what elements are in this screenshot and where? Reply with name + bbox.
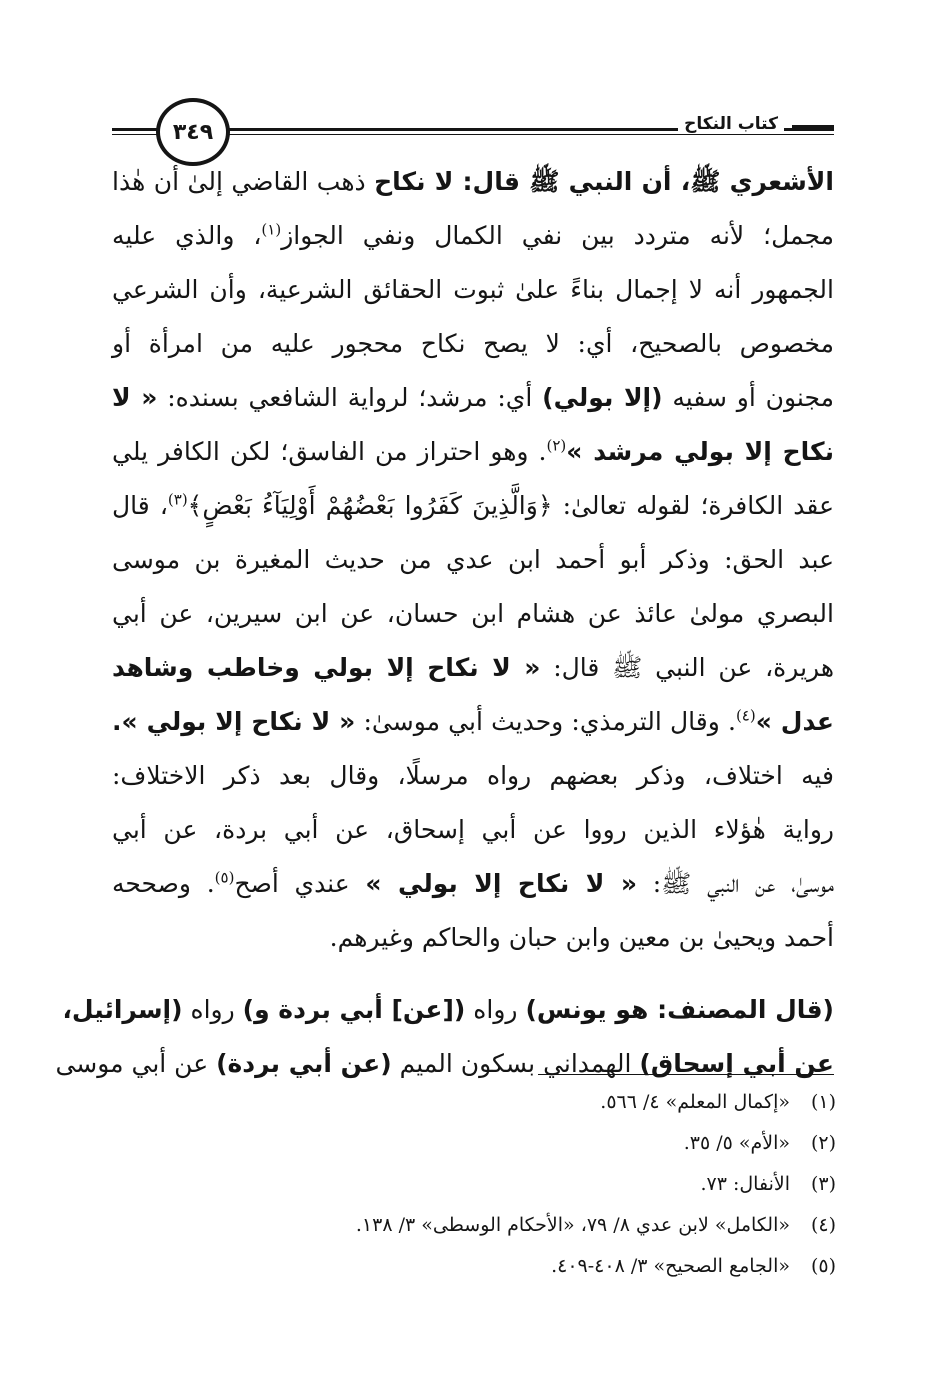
footnote-number: (١): [810, 1091, 836, 1113]
text-segment: عقد الكافرة؛ لقوله تعالىٰ: ﴿وَالَّذِينَ كَفَرُوا بَعْضُهُمْ أَوْلِيَآءُ بَعْضٍ﴾: [187, 491, 834, 520]
footnote-text: «الكامل» لابن عدي ٨/ ٧٩، «الأحكام الوسطى» ٣/ ١٣٨.: [355, 1214, 790, 1236]
text-line: [112, 857, 834, 911]
text-segment: هريرة، عن النبي ﷺ قال:: [540, 653, 835, 682]
page-number: ٣٤٩: [156, 98, 230, 166]
bold-segment: نكاح إلا بولي مرشد »: [566, 437, 834, 466]
footnote-item: [114, 1123, 836, 1164]
bold-segment: عن أبي إسحاق): [639, 1049, 834, 1078]
footnote-number: (٢): [810, 1132, 836, 1154]
footnote-text: «الجامع الصحيح» ٣/ ٤٠٨-٤٠٩.: [551, 1255, 790, 1277]
bold-segment: (إسرائيل،: [62, 995, 183, 1024]
footnote-text: «إكمال المعلم» ٤/ ٥٦٦.: [600, 1091, 790, 1113]
bold-segment: (إلا بولي): [542, 383, 663, 412]
text-segment: عندي أصح: [234, 869, 366, 898]
text-segment: رواه: [465, 995, 526, 1024]
bold-segment: الأشعري ﷺ، أن النبي ﷺ قال: لا نكاح: [374, 167, 834, 196]
text-line: [112, 317, 834, 371]
bold-segment: ([عن] أبي بردة و): [242, 995, 466, 1024]
text-segment: رواه: [182, 995, 243, 1024]
text-segment: مخصوص بالصحيح، أي: لا يصح نكاح محجور عليه من امرأة أو: [112, 329, 834, 358]
text-segment: عن أبي موسى: [55, 1049, 217, 1078]
text-segment: البصري مولىٰ عائذ عن هشام ابن حسان، عن ابن سيرين، عن أبي: [112, 599, 834, 628]
text-segment: ، والذي عليه: [112, 221, 262, 250]
footnote-number: (٤): [810, 1214, 836, 1236]
text-line: [112, 533, 834, 587]
text-line: [112, 209, 834, 263]
main-text: [55, 155, 835, 1091]
footnote-marker: (٤): [735, 706, 756, 725]
footnote-text: «الأم» ٥/ ٣٥.: [683, 1132, 790, 1154]
text-line: [112, 479, 834, 533]
text-segment: فيه اختلاف، وذكر بعضهم رواه مرسلًا، وقال بعد ذكر الاختلاف:: [112, 761, 834, 790]
footnote-marker: (٢): [546, 436, 567, 455]
text-line: [112, 695, 834, 749]
footnote-item: [114, 1246, 836, 1287]
text-line: [112, 263, 834, 317]
text-line: [62, 983, 834, 1037]
bold-segment: « لا: [112, 383, 158, 412]
text-segment: . وهو احتراز من الفاسق؛ لكن الكافر يلي: [112, 437, 547, 466]
chapter-title: كتاب النكاح: [678, 114, 784, 134]
chapter-title-mark: [792, 125, 834, 128]
text-line: [112, 155, 834, 209]
text-segment: . وصححه: [112, 869, 215, 898]
text-line: [112, 803, 834, 857]
text-line: [112, 749, 834, 803]
bold-segment: (عن أبي بردة): [216, 1049, 392, 1078]
footnote-number: (٥): [810, 1255, 836, 1277]
footnote-item: [114, 1082, 836, 1123]
bold-segment: (قال المصنف: هو يونس): [525, 995, 834, 1024]
text-line: [112, 641, 834, 695]
bold-segment: « لا نكاح إلا بولي وخاطب وشاهد: [112, 653, 541, 682]
text-line: [112, 587, 834, 641]
text-segment: مجنون أو سفيه: [662, 383, 835, 412]
footnote-number: (٣): [810, 1173, 836, 1195]
text-segment: عبد الحق: وذكر أبو أحمد ابن عدي من حديث المغيرة بن موسى: [112, 545, 834, 574]
text-segment: ، قال: [112, 491, 168, 520]
text-segment: أي: مرشد؛ لرواية الشافعي بسنده:: [157, 383, 543, 412]
text-segment: مجمل؛ لأنه متردد بين نفي الكمال ونفي الجواز: [281, 221, 834, 250]
footnote-item: [114, 1205, 836, 1246]
text-segment: موسىٰ، عن النبي ﷺ:: [637, 869, 835, 898]
bold-segment: « لا نكاح إلا بولي ».: [112, 707, 356, 736]
text-line: [112, 911, 834, 965]
footnote-marker: (٥): [214, 868, 235, 887]
bold-segment: « لا نكاح إلا بولي »: [365, 869, 638, 898]
text-line: [112, 425, 834, 479]
text-segment: ذهب القاضي إلىٰ أن هٰذا: [112, 167, 375, 196]
footnote-marker: (١): [261, 220, 282, 239]
footnote-separator: [538, 1074, 834, 1075]
text-line: [112, 371, 834, 425]
footnote-item: [114, 1164, 836, 1205]
footnote-marker: (٣): [167, 490, 188, 509]
text-segment: رواية هٰؤلاء الذين رووا عن أبي إسحاق، عن أبي بردة، عن أبي: [112, 815, 834, 844]
bold-segment: عدل »: [755, 707, 835, 736]
text-segment: الجمهور أنه لا إجمال بناءً علىٰ ثبوت الحقائق الشرعية، وأن الشرعي: [112, 275, 834, 304]
text-segment: . وقال الترمذي: وحديث أبي موسىٰ:: [355, 707, 736, 736]
text-segment: الهمداني بسكون الميم: [391, 1049, 640, 1078]
text-segment: أحمد ويحيىٰ بن معين وابن حبان والحاكم وغيرهم.: [329, 923, 834, 952]
footnotes: [114, 1082, 836, 1287]
footnote-text: الأنفال: ٧٣.: [700, 1173, 790, 1195]
